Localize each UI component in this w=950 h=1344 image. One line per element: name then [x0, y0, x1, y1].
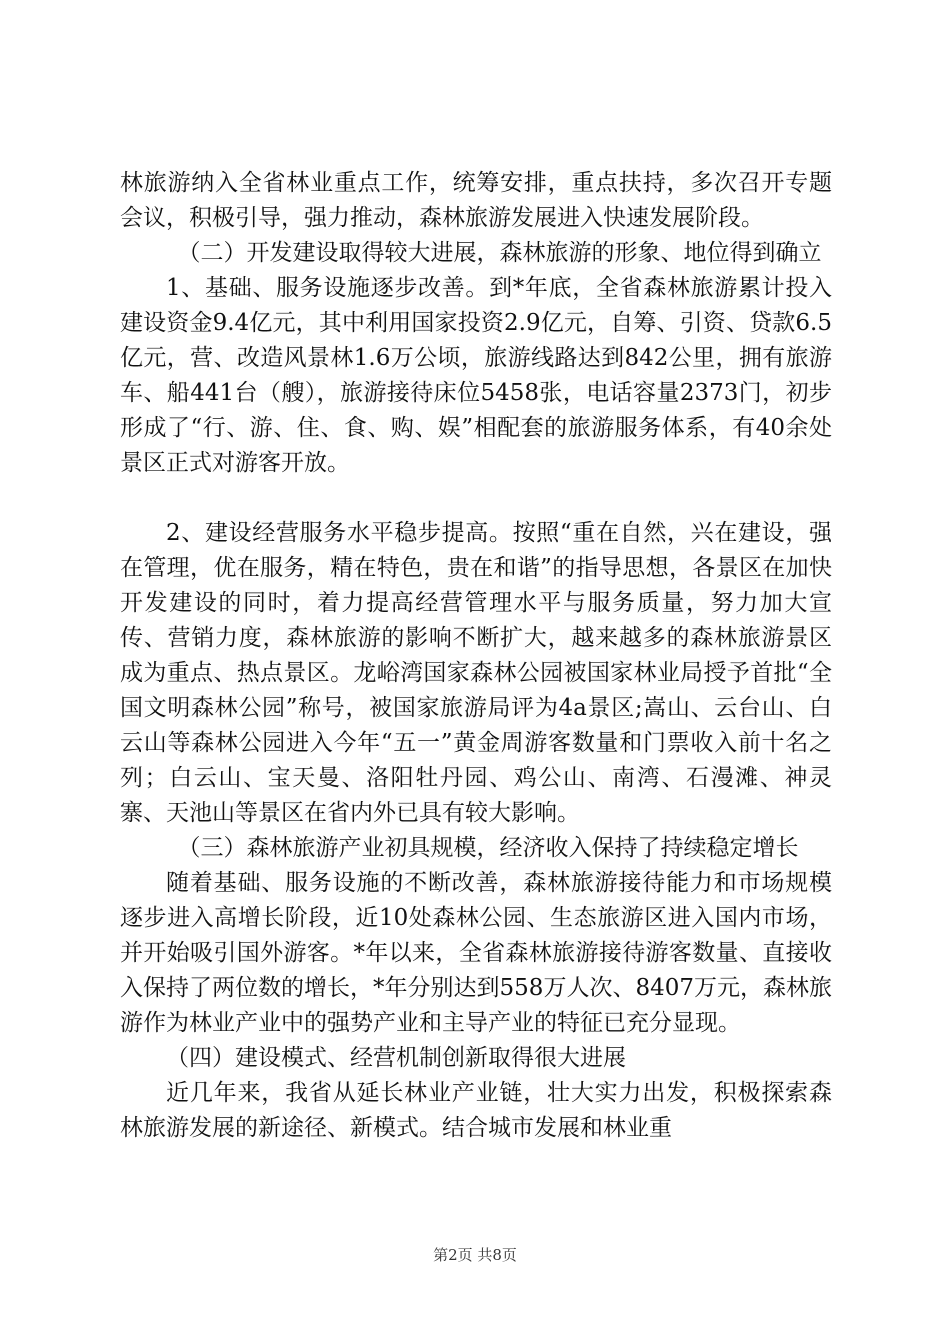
paragraph-continued: 林旅游纳入全省林业重点工作，统筹安排，重点扶持，多次召开专题会议，积极引导，强力推动，森林旅游发展进入快速发展阶段。	[120, 170, 832, 231]
section-heading-4: （四）建设模式、经营机制创新取得很大进展	[166, 1045, 626, 1071]
paragraph-industry-scale: 随着基础、服务设施的不断改善，森林旅游接待能力和市场规模逐步进入高增长阶段，近10处森林公园、生态旅游区进入国内市场，并开始吸引国外游客。*年以来，全省森林旅游接待游客数量、直接收入保持了两位数的增长，*年分别达到558万人次、8407万元，森林旅游作为林业产业中的强势产业和主导产业的特征已充分显现。	[120, 870, 832, 1036]
section-heading-3: （三）森林旅游产业初具规模，经济收入保持了持续稳定增长	[177, 835, 799, 861]
paragraph-new-models: 近几年来，我省从延长林业产业链，壮大实力出发，积极探索森林旅游发展的新途径、新模式。结合城市发展和林业重	[120, 1080, 832, 1141]
document-body	[120, 166, 832, 1146]
paragraph-infrastructure: 1、基础、服务设施逐步改善。到*年底，全省森林旅游累计投入建设资金9.4亿元，其中利用国家投资2.9亿元，自筹、引资、贷款6.5亿元，营、改造风景林1.6万公顷，旅游线路达到842公里，拥有旅游车、船441台（艘），旅游接待床位5458张，电话容量2373门，初步形成了“行、游、住、食、购、娱”相配套的旅游服务体系，有40余处景区正式对游客开放。	[120, 275, 832, 476]
page-number-footer: 第2页 共8页	[433, 1246, 517, 1264]
section-heading-2: （二）开发建设取得较大进展，森林旅游的形象、地位得到确立	[177, 240, 822, 266]
paragraph-service-level: 2、建设经营服务水平稳步提高。按照“重在自然，兴在建设，强在管理，优在服务，精在特色，贵在和谐”的指导思想，各景区在加快开发建设的同时，着力提高经营管理水平与服务质量，努力加大宣传、营销力度，森林旅游的影响不断扩大，越来越多的森林旅游景区成为重点、热点景区。龙峪湾国家森林公园被国家林业局授予首批“全国文明森林公园”称号，被国家旅游局评为4a景区;嵩山、云台山、白云山等森林公园进入今年“五一”黄金周游客数量和门票收入前十名之列；白云山、宝天曼、洛阳牡丹园、鸡公山、南湾、石漫滩、神灵寨、天池山等景区在省内外已具有较大影响。	[120, 520, 832, 826]
